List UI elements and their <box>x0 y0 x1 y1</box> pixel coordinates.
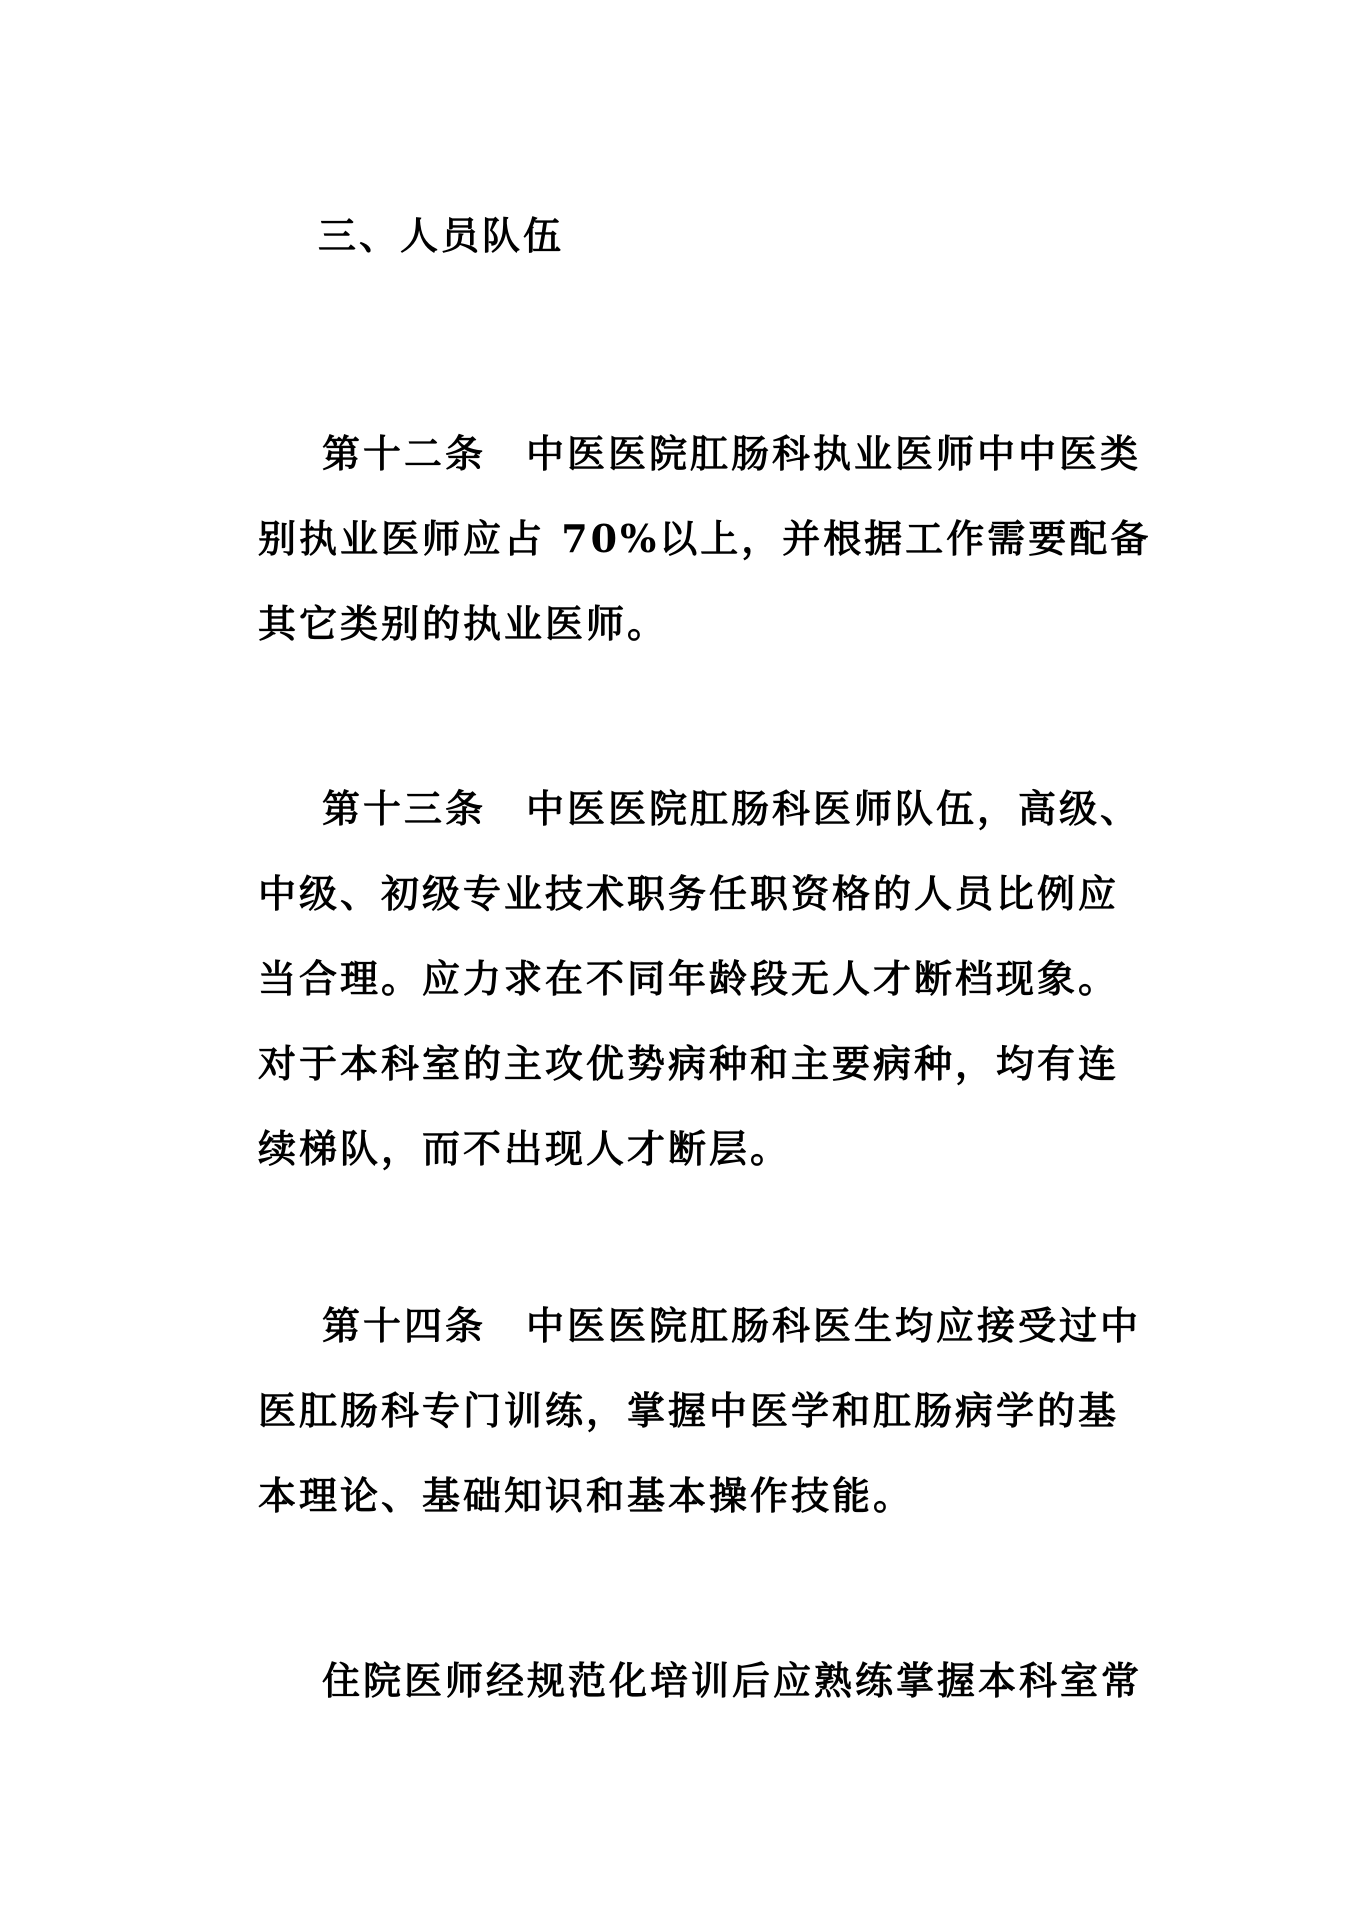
section-heading: 三、人员队伍 <box>318 213 565 258</box>
article-text: 中医医院肛肠科医生均应接受过中医肛肠科专门训练，掌握中医学和肛肠病学的基本理论、基础知识和基本操作技能。 <box>258 1303 1142 1518</box>
article-label: 第十四条 <box>322 1303 487 1348</box>
article-14 <box>258 1283 1158 1538</box>
article-label: 第十三条 <box>322 786 487 831</box>
article-label: 第十二条 <box>322 431 487 476</box>
article-text: 中医医院肛肠科执业医师中中医类别执业医师应占 70%以上，并根据工作需要配备其它类别的执业医师。 <box>258 431 1152 646</box>
article-13 <box>258 766 1158 1191</box>
trailing-paragraph: 住院医师经规范化培训后应熟练掌握本科室常 <box>322 1658 1143 1703</box>
article-12 <box>258 411 1158 666</box>
article-text: 中医医院肛肠科医师队伍，高级、中级、初级专业技术职务任职资格的人员比例应当合理。应力求在不同年龄段无人才断档现象。对于本科室的主攻优势病种和主要病种，均有连续梯队，而不出现人才断层。 <box>258 786 1142 1171</box>
